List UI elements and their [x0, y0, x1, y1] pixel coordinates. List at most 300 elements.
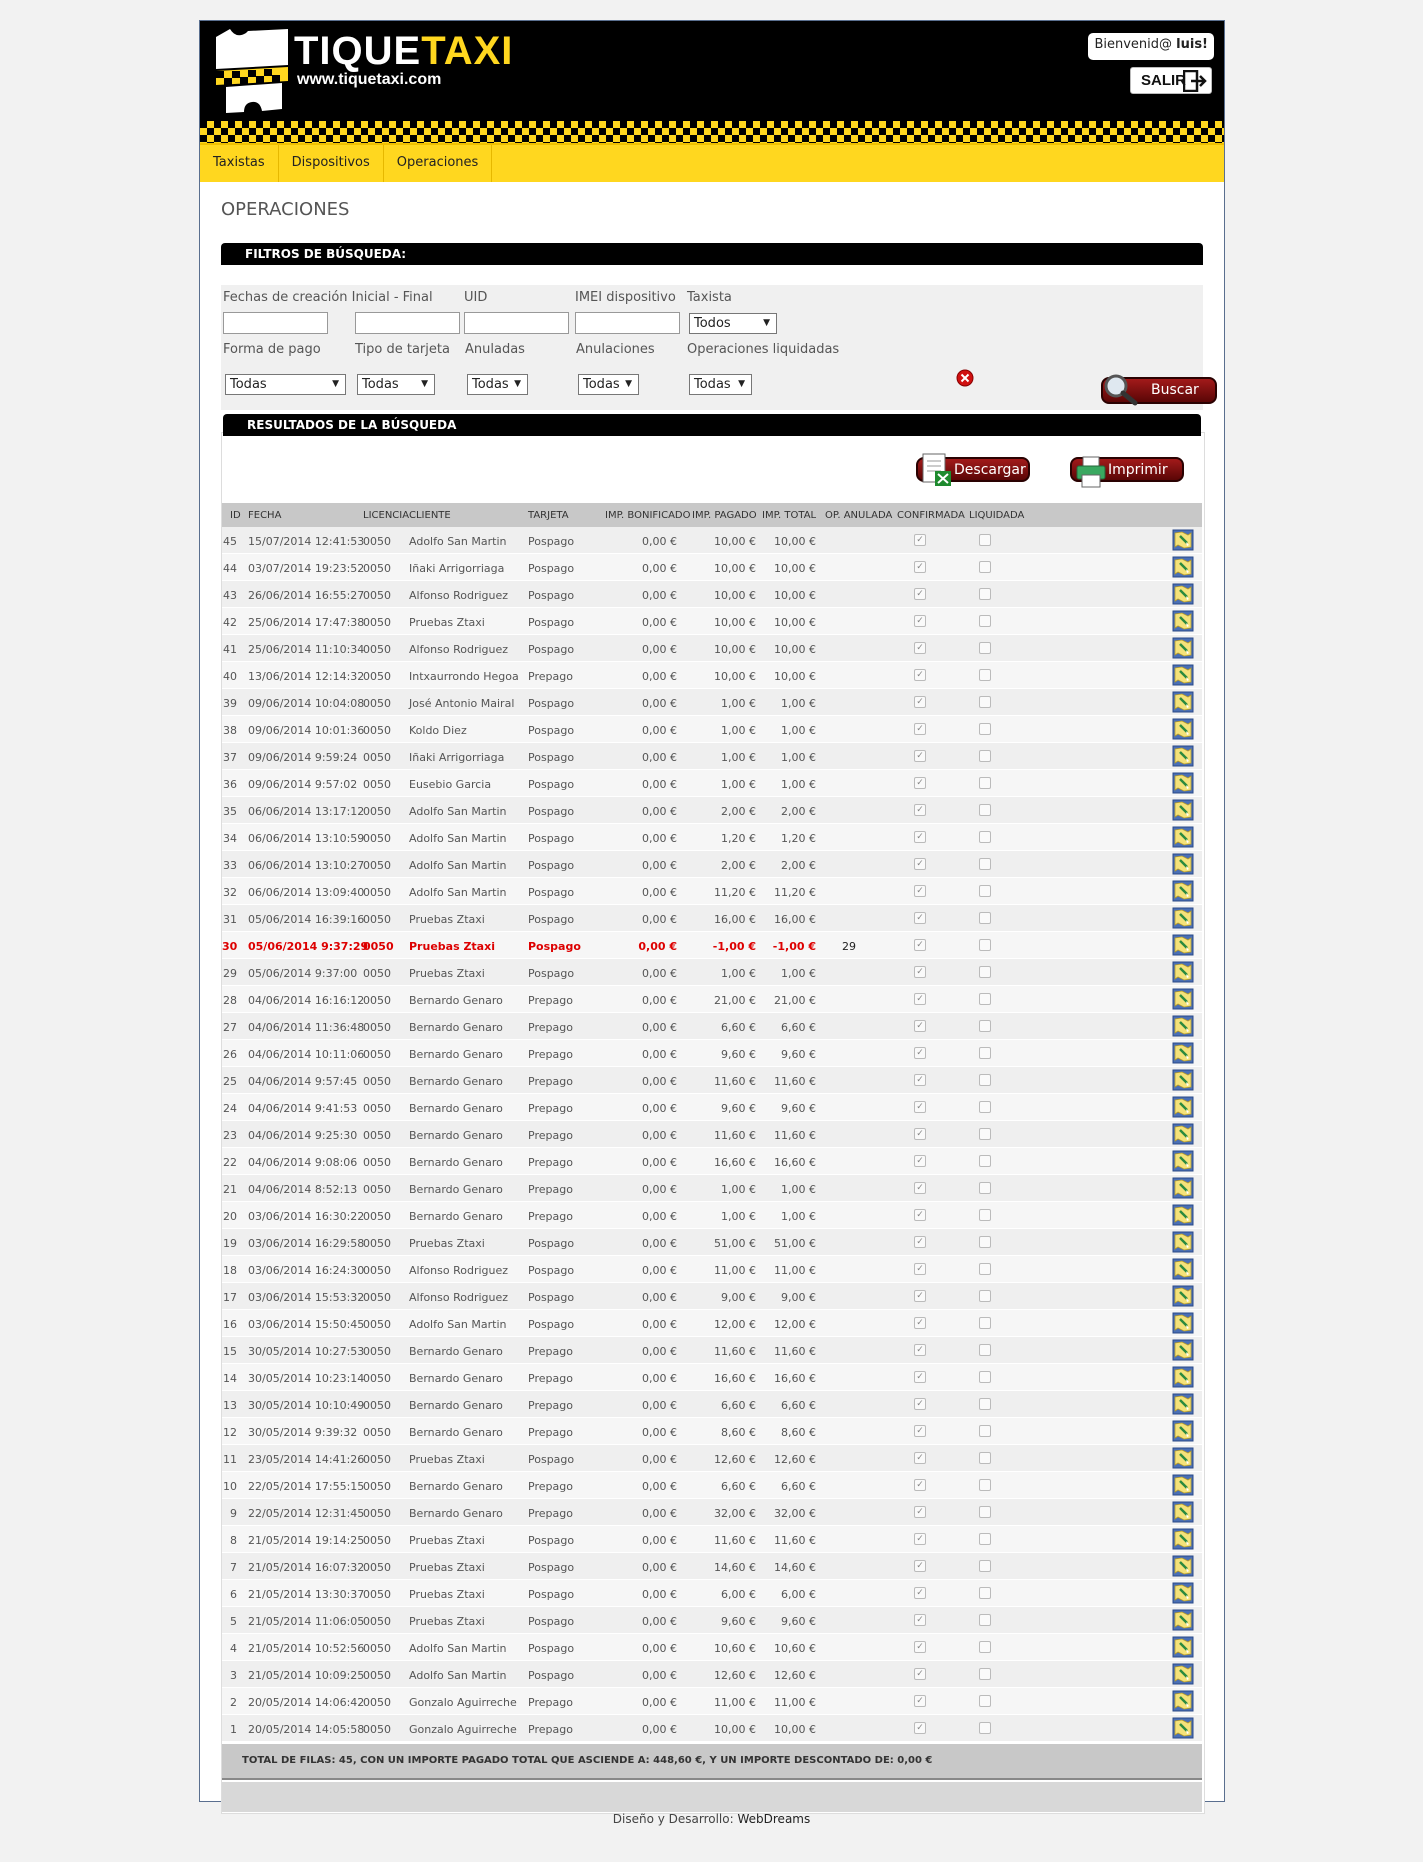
cell-imp-total: 10,00 €	[774, 535, 816, 548]
liquidada-checkbox[interactable]	[979, 1074, 991, 1086]
cell-licencia: 0050	[363, 1642, 391, 1655]
map-edit-icon[interactable]	[1172, 1258, 1194, 1280]
cell-imp-total: 2,00 €	[781, 859, 816, 872]
filters-panel	[221, 285, 1203, 410]
liquidada-checkbox[interactable]	[979, 1047, 991, 1059]
map-edit-icon[interactable]	[1172, 1501, 1194, 1523]
liquidada-checkbox[interactable]	[979, 912, 991, 924]
print-button[interactable]	[1070, 457, 1184, 482]
cell-imp-bonificado: 0,00 €	[642, 1372, 677, 1385]
nav-item-taxistas[interactable]: Taxistas	[200, 145, 279, 182]
liquidada-checkbox[interactable]	[979, 669, 991, 681]
map-edit-icon[interactable]	[1172, 556, 1194, 578]
table-row	[222, 1580, 1202, 1607]
map-edit-icon[interactable]	[1172, 826, 1194, 848]
taxista-select[interactable]	[689, 313, 777, 334]
liquidada-checkbox[interactable]	[979, 723, 991, 735]
anuladas-value: Todas	[472, 377, 509, 392]
cell-tarjeta: Prepago	[528, 1480, 573, 1493]
map-edit-icon[interactable]	[1172, 1582, 1194, 1604]
table-row	[222, 851, 1202, 878]
map-edit-icon[interactable]	[1172, 1663, 1194, 1685]
map-edit-icon[interactable]	[1172, 853, 1194, 875]
map-edit-icon[interactable]	[1172, 1636, 1194, 1658]
cell-imp-total: 9,60 €	[781, 1048, 816, 1061]
tipo-tarjeta-value: Todas	[362, 377, 399, 392]
col-id[interactable]: ID	[230, 510, 241, 521]
cell-imp-total: 1,00 €	[781, 778, 816, 791]
cell-imp-total: 6,60 €	[781, 1021, 816, 1034]
cell-tarjeta: Pospago	[528, 1615, 575, 1628]
map-edit-icon[interactable]	[1172, 1420, 1194, 1442]
cell-cliente: Bernardo Genaro	[409, 1210, 503, 1223]
cell-imp-total: 10,00 €	[774, 1723, 816, 1736]
col-op-anulada[interactable]: OP. ANULADA	[825, 510, 893, 521]
brand-name	[294, 29, 513, 74]
cell-licencia: 0050	[363, 1156, 391, 1169]
welcome-prefix: Bienvenid@	[1094, 37, 1173, 52]
imei-input[interactable]	[575, 312, 680, 334]
cell-licencia: 0050	[363, 1696, 391, 1709]
cell-cliente: Gonzalo Aguirreche	[409, 1696, 517, 1709]
cell-imp-total: 9,60 €	[781, 1102, 816, 1115]
liquidada-checkbox[interactable]	[979, 1587, 991, 1599]
cell-cliente: Bernardo Genaro	[409, 1480, 503, 1493]
table-row	[222, 1067, 1202, 1094]
col-cliente[interactable]: CLIENTE	[409, 510, 451, 521]
map-edit-icon[interactable]	[1172, 799, 1194, 821]
cell-id: 24	[223, 1102, 237, 1115]
map-edit-icon[interactable]	[1172, 1285, 1194, 1307]
cell-imp-pagado: 6,60 €	[721, 1399, 756, 1412]
cell-imp-total: 11,60 €	[774, 1129, 816, 1142]
cell-imp-pagado: 1,00 €	[721, 697, 756, 710]
cell-imp-total: 6,60 €	[781, 1480, 816, 1493]
table-row	[222, 1229, 1202, 1256]
cell-cliente: Pruebas Ztaxi	[409, 1237, 485, 1250]
cell-id: 2	[230, 1696, 237, 1709]
anuladas-label: Anuladas	[465, 342, 525, 357]
cell-imp-pagado: 1,00 €	[721, 967, 756, 980]
cell-imp-bonificado: 0,00 €	[642, 1696, 677, 1709]
map-edit-icon[interactable]	[1172, 1123, 1194, 1145]
table-row	[222, 1715, 1202, 1742]
uid-input[interactable]	[464, 312, 569, 334]
cell-imp-bonificado: 0,00 €	[642, 643, 677, 656]
liquidada-checkbox[interactable]	[979, 642, 991, 654]
map-edit-icon[interactable]	[1172, 745, 1194, 767]
cell-fecha: 22/05/2014 12:31:45	[248, 1507, 365, 1520]
cell-imp-total: 14,60 €	[774, 1561, 816, 1574]
cell-imp-bonificado: 0,00 €	[642, 1588, 677, 1601]
liquidada-checkbox[interactable]	[979, 1668, 991, 1680]
cell-imp-pagado: 2,00 €	[721, 859, 756, 872]
cell-imp-pagado: 6,60 €	[721, 1480, 756, 1493]
liquidada-checkbox[interactable]	[979, 1371, 991, 1383]
cell-cliente: Bernardo Genaro	[409, 994, 503, 1007]
table-row	[222, 1202, 1202, 1229]
cell-imp-pagado: 10,00 €	[714, 1723, 756, 1736]
nav-item-operaciones[interactable]: Operaciones	[384, 145, 493, 182]
table-row	[222, 1364, 1202, 1391]
cell-licencia: 0050	[363, 1534, 391, 1547]
cell-imp-bonificado: 0,00 €	[642, 1723, 677, 1736]
cell-tarjeta: Pospago	[528, 967, 575, 980]
cell-imp-total: 1,00 €	[781, 697, 816, 710]
cell-imp-bonificado: 0,00 €	[642, 1507, 677, 1520]
liquidada-checkbox[interactable]	[979, 993, 991, 1005]
liquidada-checkbox[interactable]	[979, 1560, 991, 1572]
cell-tarjeta: Pospago	[528, 859, 575, 872]
cell-fecha: 04/06/2014 9:41:53	[248, 1102, 358, 1115]
cell-fecha: 06/06/2014 13:10:59	[248, 832, 365, 845]
cell-fecha: 20/05/2014 14:05:58	[248, 1723, 365, 1736]
clear-filters-icon[interactable]	[956, 369, 974, 387]
cell-imp-pagado: 11,00 €	[714, 1696, 756, 1709]
cell-imp-bonificado: 0,00 €	[642, 562, 677, 575]
cell-imp-pagado: 11,60 €	[714, 1345, 756, 1358]
cell-imp-pagado: 6,00 €	[721, 1588, 756, 1601]
cell-licencia: 0050	[363, 1291, 391, 1304]
anulaciones-select[interactable]	[578, 374, 639, 395]
map-edit-icon[interactable]	[1172, 1555, 1194, 1577]
map-edit-icon[interactable]	[1172, 988, 1194, 1010]
liquidada-checkbox[interactable]	[979, 750, 991, 762]
map-edit-icon[interactable]	[1172, 691, 1194, 713]
cell-imp-pagado: 21,00 €	[714, 994, 756, 1007]
cell-imp-total: 16,60 €	[774, 1372, 816, 1385]
map-edit-icon[interactable]	[1172, 1366, 1194, 1388]
cell-imp-total: 1,00 €	[781, 967, 816, 980]
cell-id: 22	[223, 1156, 237, 1169]
cell-op-anulada: 29	[842, 940, 856, 953]
cell-id: 10	[223, 1480, 237, 1493]
cell-cliente: Bernardo Genaro	[409, 1345, 503, 1358]
map-edit-icon[interactable]	[1172, 1393, 1194, 1415]
table-row	[222, 1391, 1202, 1418]
cell-imp-pagado: 9,60 €	[721, 1102, 756, 1115]
map-edit-icon[interactable]	[1172, 1150, 1194, 1172]
cell-imp-pagado: 11,60 €	[714, 1075, 756, 1088]
cell-fecha: 04/06/2014 10:11:06	[248, 1048, 365, 1061]
col-fecha[interactable]: FECHA	[248, 510, 282, 521]
map-edit-icon[interactable]	[1172, 1096, 1194, 1118]
cell-id: 21	[223, 1183, 237, 1196]
cell-imp-bonificado: 0,00 €	[642, 886, 677, 899]
liquidada-checkbox[interactable]	[979, 1128, 991, 1140]
cell-licencia: 0050	[363, 1588, 391, 1601]
col-liquidada[interactable]: LIQUIDADA	[969, 510, 1025, 521]
cell-licencia: 0050	[363, 1669, 391, 1682]
cell-imp-total: 9,00 €	[781, 1291, 816, 1304]
cell-imp-pagado: 11,60 €	[714, 1534, 756, 1547]
map-edit-icon[interactable]	[1172, 961, 1194, 983]
table-row	[222, 1661, 1202, 1688]
liquidada-checkbox[interactable]	[979, 1695, 991, 1707]
confirmada-checkbox: ✓	[914, 1398, 926, 1410]
search-button[interactable]	[1101, 377, 1217, 404]
liquidada-checkbox[interactable]	[979, 1209, 991, 1221]
anuladas-select[interactable]	[467, 374, 528, 395]
map-edit-icon[interactable]	[1172, 1609, 1194, 1631]
col-tarjeta[interactable]: TARJETA	[528, 510, 569, 521]
nav-item-dispositivos[interactable]: Dispositivos	[279, 145, 384, 182]
cell-licencia: 0050	[363, 697, 391, 710]
col-imp-total[interactable]: IMP. TOTAL	[762, 510, 817, 521]
cell-fecha: 04/06/2014 9:08:06	[248, 1156, 358, 1169]
map-edit-icon[interactable]	[1172, 1690, 1194, 1712]
cell-imp-bonificado: 0,00 €	[642, 1210, 677, 1223]
cell-imp-bonificado: 0,00 €	[642, 778, 677, 791]
liquidada-checkbox[interactable]	[979, 1506, 991, 1518]
cell-licencia: 0050	[363, 1237, 391, 1250]
liquidada-checkbox[interactable]	[979, 858, 991, 870]
cell-fecha: 21/05/2014 19:14:25	[248, 1534, 365, 1547]
cell-imp-bonificado: 0,00 €	[642, 967, 677, 980]
cell-imp-bonificado: 0,00 €	[642, 1102, 677, 1115]
forma-pago-select[interactable]	[225, 374, 346, 395]
cell-imp-pagado: 8,60 €	[721, 1426, 756, 1439]
map-edit-icon[interactable]	[1172, 1042, 1194, 1064]
liquidada-checkbox[interactable]	[979, 561, 991, 573]
date-start-input[interactable]	[223, 312, 328, 334]
liquidada-checkbox[interactable]	[979, 1182, 991, 1194]
cell-imp-total: 16,60 €	[774, 1156, 816, 1169]
confirmada-checkbox: ✓	[914, 1452, 926, 1464]
confirmada-checkbox: ✓	[914, 561, 926, 573]
cell-imp-bonificado: 0,00 €	[642, 913, 677, 926]
map-edit-icon[interactable]	[1172, 1528, 1194, 1550]
cell-imp-total: 11,60 €	[774, 1534, 816, 1547]
liquidada-checkbox[interactable]	[979, 831, 991, 843]
cell-imp-pagado: 2,00 €	[721, 805, 756, 818]
cell-fecha: 21/05/2014 13:30:37	[248, 1588, 365, 1601]
liquidada-checkbox[interactable]	[979, 804, 991, 816]
map-edit-icon[interactable]	[1172, 1339, 1194, 1361]
cell-cliente: Bernardo Genaro	[409, 1129, 503, 1142]
liquidada-checkbox[interactable]	[979, 1452, 991, 1464]
map-edit-icon[interactable]	[1172, 664, 1194, 686]
liquidada-checkbox[interactable]	[979, 615, 991, 627]
cell-imp-bonificado: 0,00 €	[642, 1345, 677, 1358]
map-edit-icon[interactable]	[1172, 583, 1194, 605]
cell-licencia: 0050	[363, 832, 391, 845]
liquidada-checkbox[interactable]	[979, 1398, 991, 1410]
totals-footer	[222, 1782, 1202, 1812]
col-confirmada[interactable]: CONFIRMADA	[897, 510, 965, 521]
cell-tarjeta: Prepago	[528, 1507, 573, 1520]
confirmada-checkbox: ✓	[914, 1641, 926, 1653]
cell-tarjeta: Prepago	[528, 1723, 573, 1736]
map-edit-icon[interactable]	[1172, 934, 1194, 956]
cell-fecha: 04/06/2014 9:57:45	[248, 1075, 358, 1088]
cell-cliente: Bernardo Genaro	[409, 1183, 503, 1196]
cell-id: 26	[223, 1048, 237, 1061]
cell-imp-pagado: 1,00 €	[721, 778, 756, 791]
cell-tarjeta: Pospago	[528, 940, 581, 953]
cell-tarjeta: Pospago	[528, 697, 575, 710]
confirmada-checkbox: ✓	[914, 1695, 926, 1707]
map-edit-icon[interactable]	[1172, 1447, 1194, 1469]
cell-imp-bonificado: 0,00 €	[642, 1237, 677, 1250]
cell-cliente: Iñaki Arrigorriaga	[409, 751, 505, 764]
liquidada-checkbox[interactable]	[979, 696, 991, 708]
liquidada-checkbox[interactable]	[979, 1263, 991, 1275]
cell-imp-bonificado: 0,00 €	[642, 616, 677, 629]
cell-imp-bonificado: 0,00 €	[642, 1183, 677, 1196]
map-edit-icon[interactable]	[1172, 1474, 1194, 1496]
confirmada-checkbox: ✓	[914, 1047, 926, 1059]
cell-cliente: Bernardo Genaro	[409, 1048, 503, 1061]
map-edit-icon[interactable]	[1172, 1231, 1194, 1253]
map-edit-icon[interactable]	[1172, 1717, 1194, 1739]
map-edit-icon[interactable]	[1172, 880, 1194, 902]
liquidada-checkbox[interactable]	[979, 1614, 991, 1626]
col-imp-pagado[interactable]: IMP. PAGADO	[692, 510, 757, 521]
liquidada-checkbox[interactable]	[979, 1101, 991, 1113]
cell-imp-bonificado: 0,00 €	[642, 859, 677, 872]
date-end-input[interactable]	[355, 312, 460, 334]
liquidada-checkbox[interactable]	[979, 588, 991, 600]
cell-imp-pagado: 12,00 €	[714, 1318, 756, 1331]
liquidada-checkbox[interactable]	[979, 939, 991, 951]
cell-tarjeta: Pospago	[528, 778, 575, 791]
cell-fecha: 05/06/2014 9:37:00	[248, 967, 358, 980]
excel-icon	[919, 453, 953, 487]
cell-imp-pagado: 11,20 €	[714, 886, 756, 899]
map-edit-icon[interactable]	[1172, 529, 1194, 551]
liquidadas-select[interactable]	[689, 374, 752, 395]
confirmada-checkbox: ✓	[914, 1506, 926, 1518]
cell-cliente: Pruebas Ztaxi	[409, 1615, 485, 1628]
cell-id: 1	[230, 1723, 237, 1736]
liquidada-checkbox[interactable]	[979, 1155, 991, 1167]
cell-imp-bonificado: 0,00 €	[642, 751, 677, 764]
liquidada-checkbox[interactable]	[979, 1290, 991, 1302]
chevron-down-icon: ▼	[625, 379, 632, 389]
cell-imp-pagado: 9,00 €	[721, 1291, 756, 1304]
map-edit-icon[interactable]	[1172, 1015, 1194, 1037]
cell-tarjeta: Prepago	[528, 1696, 573, 1709]
cell-imp-pagado: 11,00 €	[714, 1264, 756, 1277]
liquidada-checkbox[interactable]	[979, 1317, 991, 1329]
table-row	[222, 1094, 1202, 1121]
col-licencia[interactable]: LICENCIA	[363, 510, 410, 521]
cell-imp-bonificado: 0,00 €	[642, 1642, 677, 1655]
cell-licencia: 0050	[363, 967, 391, 980]
cell-imp-bonificado: 0,00 €	[642, 1561, 677, 1574]
table-row	[222, 770, 1202, 797]
cell-fecha: 06/06/2014 13:09:40	[248, 886, 365, 899]
cell-licencia: 0050	[363, 994, 391, 1007]
map-edit-icon[interactable]	[1172, 907, 1194, 929]
cell-cliente: Pruebas Ztaxi	[409, 967, 485, 980]
map-edit-icon[interactable]	[1172, 610, 1194, 632]
cell-imp-pagado: 9,60 €	[721, 1615, 756, 1628]
cell-imp-bonificado: 0,00 €	[642, 1669, 677, 1682]
cell-id: 29	[223, 967, 237, 980]
forma-pago-value: Todas	[230, 377, 267, 392]
confirmada-checkbox: ✓	[914, 885, 926, 897]
cell-fecha: 04/06/2014 8:52:13	[248, 1183, 358, 1196]
map-edit-icon[interactable]	[1172, 1177, 1194, 1199]
liquidada-checkbox[interactable]	[979, 1236, 991, 1248]
map-edit-icon[interactable]	[1172, 718, 1194, 740]
cell-id: 31	[223, 913, 237, 926]
cell-tarjeta: Prepago	[528, 1210, 573, 1223]
cell-licencia: 0050	[363, 1507, 391, 1520]
footer-company-link[interactable]: WebDreams	[737, 1812, 811, 1826]
table-row	[222, 1472, 1202, 1499]
cell-imp-bonificado: 0,00 €	[642, 1534, 677, 1547]
liquidada-checkbox[interactable]	[979, 1641, 991, 1653]
confirmada-checkbox: ✓	[914, 534, 926, 546]
logout-button[interactable]	[1130, 67, 1212, 94]
cell-imp-pagado: 51,00 €	[714, 1237, 756, 1250]
cell-tarjeta: Pospago	[528, 1453, 575, 1466]
cell-imp-pagado: 10,00 €	[714, 535, 756, 548]
cell-imp-total: 10,00 €	[774, 643, 816, 656]
cell-fecha: 21/05/2014 10:09:25	[248, 1669, 365, 1682]
confirmada-checkbox: ✓	[914, 993, 926, 1005]
page-title: OPERACIONES	[221, 199, 350, 220]
cell-imp-total: 10,00 €	[774, 616, 816, 629]
liquidada-checkbox[interactable]	[979, 1533, 991, 1545]
liquidada-checkbox[interactable]	[979, 1479, 991, 1491]
liquidada-checkbox[interactable]	[979, 885, 991, 897]
liquidada-checkbox[interactable]	[979, 534, 991, 546]
map-edit-icon[interactable]	[1172, 637, 1194, 659]
confirmada-checkbox: ✓	[914, 1479, 926, 1491]
brand-url: www.tiquetaxi.com	[297, 71, 442, 88]
map-edit-icon[interactable]	[1172, 1312, 1194, 1334]
liquidada-checkbox[interactable]	[979, 1020, 991, 1032]
cell-tarjeta: Pospago	[528, 832, 575, 845]
confirmada-checkbox: ✓	[914, 1533, 926, 1545]
liquidada-checkbox[interactable]	[979, 1425, 991, 1437]
cell-imp-pagado: -1,00 €	[712, 940, 756, 953]
map-edit-icon[interactable]	[1172, 1069, 1194, 1091]
liquidada-checkbox[interactable]	[979, 1722, 991, 1734]
cell-fecha: 22/05/2014 17:55:15	[248, 1480, 365, 1493]
cell-imp-pagado: 12,60 €	[714, 1669, 756, 1682]
cell-imp-bonificado: 0,00 €	[642, 1318, 677, 1331]
liquidada-checkbox[interactable]	[979, 966, 991, 978]
liquidada-checkbox[interactable]	[979, 777, 991, 789]
confirmada-checkbox: ✓	[914, 1020, 926, 1032]
map-edit-icon[interactable]	[1172, 772, 1194, 794]
table-row	[222, 1418, 1202, 1445]
cell-imp-total: 16,00 €	[774, 913, 816, 926]
imei-label: IMEI dispositivo	[575, 290, 676, 305]
cell-imp-total: 11,60 €	[774, 1075, 816, 1088]
col-imp-bonificado[interactable]: IMP. BONIFICADO	[605, 510, 691, 521]
cell-id: 32	[223, 886, 237, 899]
cell-imp-total: 1,00 €	[781, 1210, 816, 1223]
download-button[interactable]	[916, 457, 1030, 482]
liquidada-checkbox[interactable]	[979, 1344, 991, 1356]
tipo-tarjeta-select[interactable]	[357, 374, 435, 395]
table-row	[222, 1013, 1202, 1040]
map-edit-icon[interactable]	[1172, 1204, 1194, 1226]
table-row	[222, 527, 1202, 554]
cell-id: 28	[223, 994, 237, 1007]
confirmada-checkbox: ✓	[914, 723, 926, 735]
cell-fecha: 30/05/2014 10:23:14	[248, 1372, 365, 1385]
cell-licencia: 0050	[363, 1345, 391, 1358]
cell-cliente: Alfonso Rodriguez	[409, 1264, 509, 1277]
cell-tarjeta: Pospago	[528, 1534, 575, 1547]
